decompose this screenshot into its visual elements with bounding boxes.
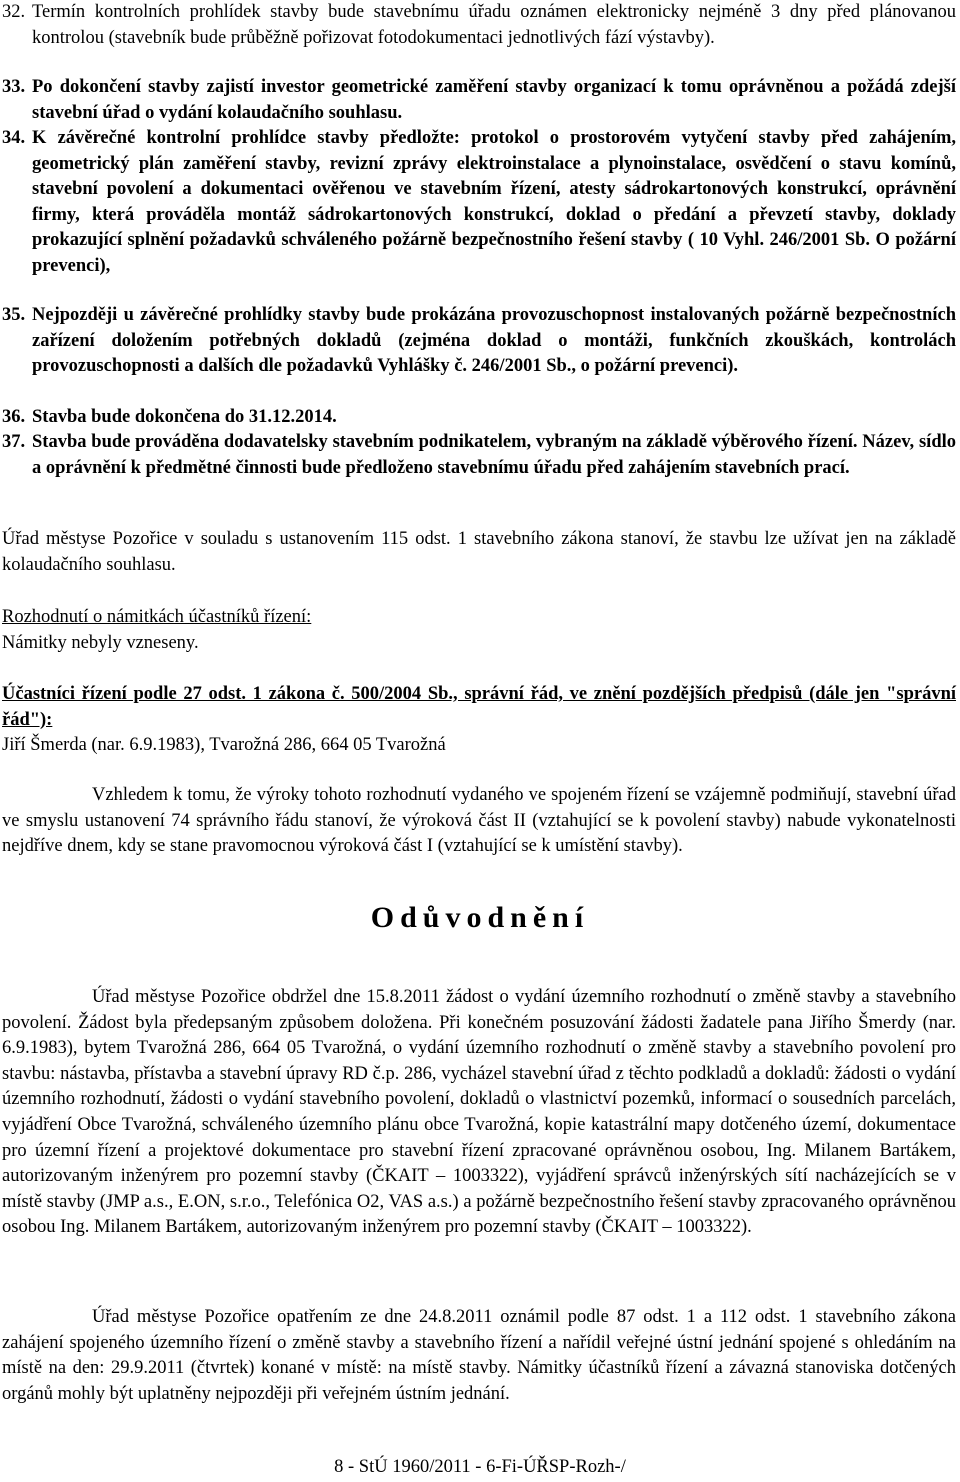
condition-number: 33.	[2, 77, 26, 97]
usage-statement: Úřad městyse Pozořice v souladu s ustanovením 115 odst. 1 stavebního zákona stanoví, že stavbu lze užívat jen na základě kolaudačního souhlasu.	[2, 529, 956, 575]
condition-text: Termín kontrolních prohlídek stavby bude stavebnímu úřadu oznámen elektronicky nejméně 3 dny před plánovanou kontrolou (stavebník bude průběžně pořizovat fotodokumentaci jednotlivých fází výstavby).	[32, 2, 956, 48]
participants-section	[2, 682, 956, 759]
page-footer: 8 - StÚ 1960/2011 - 6-Fi-ÚŘSP-Rozh-/	[334, 1457, 626, 1477]
condition-36	[2, 405, 956, 431]
legal-note: Vzhledem k tomu, že výroky tohoto rozhodnutí vydaného ve spojeném řízení se vzájemně podmiňují, stavební úřad ve smyslu ustanovení 74 správního řádu stanoví, že výroková část II (vztahující se k povolení stavby) nabude vykonatelnosti nejdříve dnem, kdy se stane pravomocnou výroková část I (vztahující se k umístění stavby).	[2, 785, 956, 857]
objections-text: Námitky nebyly vzneseny.	[2, 632, 199, 653]
condition-32	[2, 0, 956, 51]
condition-34	[2, 126, 956, 280]
condition-37	[2, 430, 956, 481]
condition-text: Stavba bude prováděna dodavatelsky stavebním podnikatelem, vybraným na základě výběrového řízení. Název, sídlo a oprávnění k předmětné činnosti bude předloženo stavebnímu úřadu před zahájením stavebních prací.	[32, 432, 956, 478]
participant-person: Jiří Šmerda (nar. 6.9.1983), Tvarožná 286, 664 05 Tvarožná	[2, 735, 446, 756]
reasoning-title: Odůvodnění	[370, 901, 590, 934]
condition-number: 36.	[2, 407, 26, 427]
objections-heading: Rozhodnutí o námitkách účastníků řízení:	[2, 607, 312, 627]
reasoning-paragraph-2: Úřad městyse Pozořice opatřením ze dne 24.8.2011 oznámil podle 87 odst. 1 a 112 odst. 1 stavebního zákona zahájení spojeného územního řízení o změně stavby a stavebního řízení a nařídil veřejné ústní jednání spojené s ohledáním na místě na den: 29.9.2011 (čtvrtek) konané v místě: na místě stavby. Námitky účastníků řízení a závazná stanoviska dotčených orgánů mohly být uplatněny nejpozději při veřejném ústním jednání.	[2, 1307, 956, 1404]
reasoning-paragraph-1: Úřad městyse Pozořice obdržel dne 15.8.2011 žádost o vydání územního rozhodnutí o změně stavby a stavebního povolení. Žádost byla předepsaným způsobem doložena. Při konečném posuzování žádosti žadatele pana Jiřího Šmerdy (nar. 6.9.1983), bytem Tvarožná 286, 664 05 Tvarožná, o vydání územního rozhodnutí o změně stavby a stavebního povolení pro stavbu: nástavba, přístavba a stavební úpravy RD č.p. 286, vycházel stavební úřad z těchto podkladů a dokladů: žádosti o vydání územního rozhodnutí, žádosti o vydání stavebního povolení, dokladů o vlastnictví pozemků, informací o sousedních parcelách, vyjádření Obce Tvarožná, schváleného územního plánu obce Tvarožná, kopie katastrální mapy dotčeného území, dokumentace pro územní řízení a projektové dokumentace pro stavební řízení zpracované oprávněnou osobou, Ing. Milanem Bartákem, autorizovaným inženýrem pro pozemní stavby (ČKAIT – 1003322), vyjádření správců inženýrských sítí nacházejících se v místě stavby (JMP a.s., E.ON, s.r.o., Telefónica O2, VAS a.s.) a požárně bezpečnostního řešení stavby zpracovaného oprávněnou osobou Ing. Milanem Bartákem, autorizovaným inženýrem pro pozemní stavby (ČKAIT – 1003322).	[2, 987, 956, 1238]
condition-number: 34.	[2, 128, 26, 148]
condition-text: Nejpozději u závěrečné prohlídky stavby bude prokázána provozuschopnost instalovaných požárně bezpečnostních zařízení doložením potřebných dokladů (zejména doklad o montáži, funkčních zkouškách, kontrolách provozuschopnosti a dalších dle požadavků Vyhlášky č. 246/2001 Sb., o požární prevenci).	[32, 305, 956, 377]
participants-heading: Účastníci řízení podle 27 odst. 1 zákona č. 500/2004 Sb., správní řád, ve znění pozdějších předpisů (dále jen "správní řád"):	[2, 684, 956, 730]
condition-text: Po dokončení stavby zajistí investor geometrické zaměření stavby organizací k tomu oprávněnou a požádá zdejší stavební úřad o vydání kolaudačního souhlasu.	[32, 77, 956, 123]
condition-text: K závěrečné kontrolní prohlídce stavby předložte: protokol o prostorovém vytyčení stavby před zahájením, geometrický plán zaměření stavby, revizní zprávy elektroinstalace a plynoinstalace, osvědčení o stavu komínů, stavební povolení a dokumentaci ověřenou ve stavebním řízení, atesty sádrokartonových konstrukcí, oprávnění firmy, která prováděla montáž sádrokartonových konstrukcí, doklad o předání a převzetí stavby, doklady prokazující splnění požadavků schváleného požárně bezpečnostního řešení stavby ( 10 Vyhl. 246/2001 Sb. O požární prevenci),	[32, 128, 956, 276]
condition-33	[2, 75, 956, 126]
condition-number: 32.	[2, 2, 26, 22]
condition-number: 35.	[2, 305, 26, 325]
condition-text: Stavba bude dokončena do 31.12.2014.	[32, 407, 337, 427]
condition-number: 37.	[2, 432, 26, 452]
objections-section	[2, 605, 956, 656]
condition-35	[2, 303, 956, 380]
